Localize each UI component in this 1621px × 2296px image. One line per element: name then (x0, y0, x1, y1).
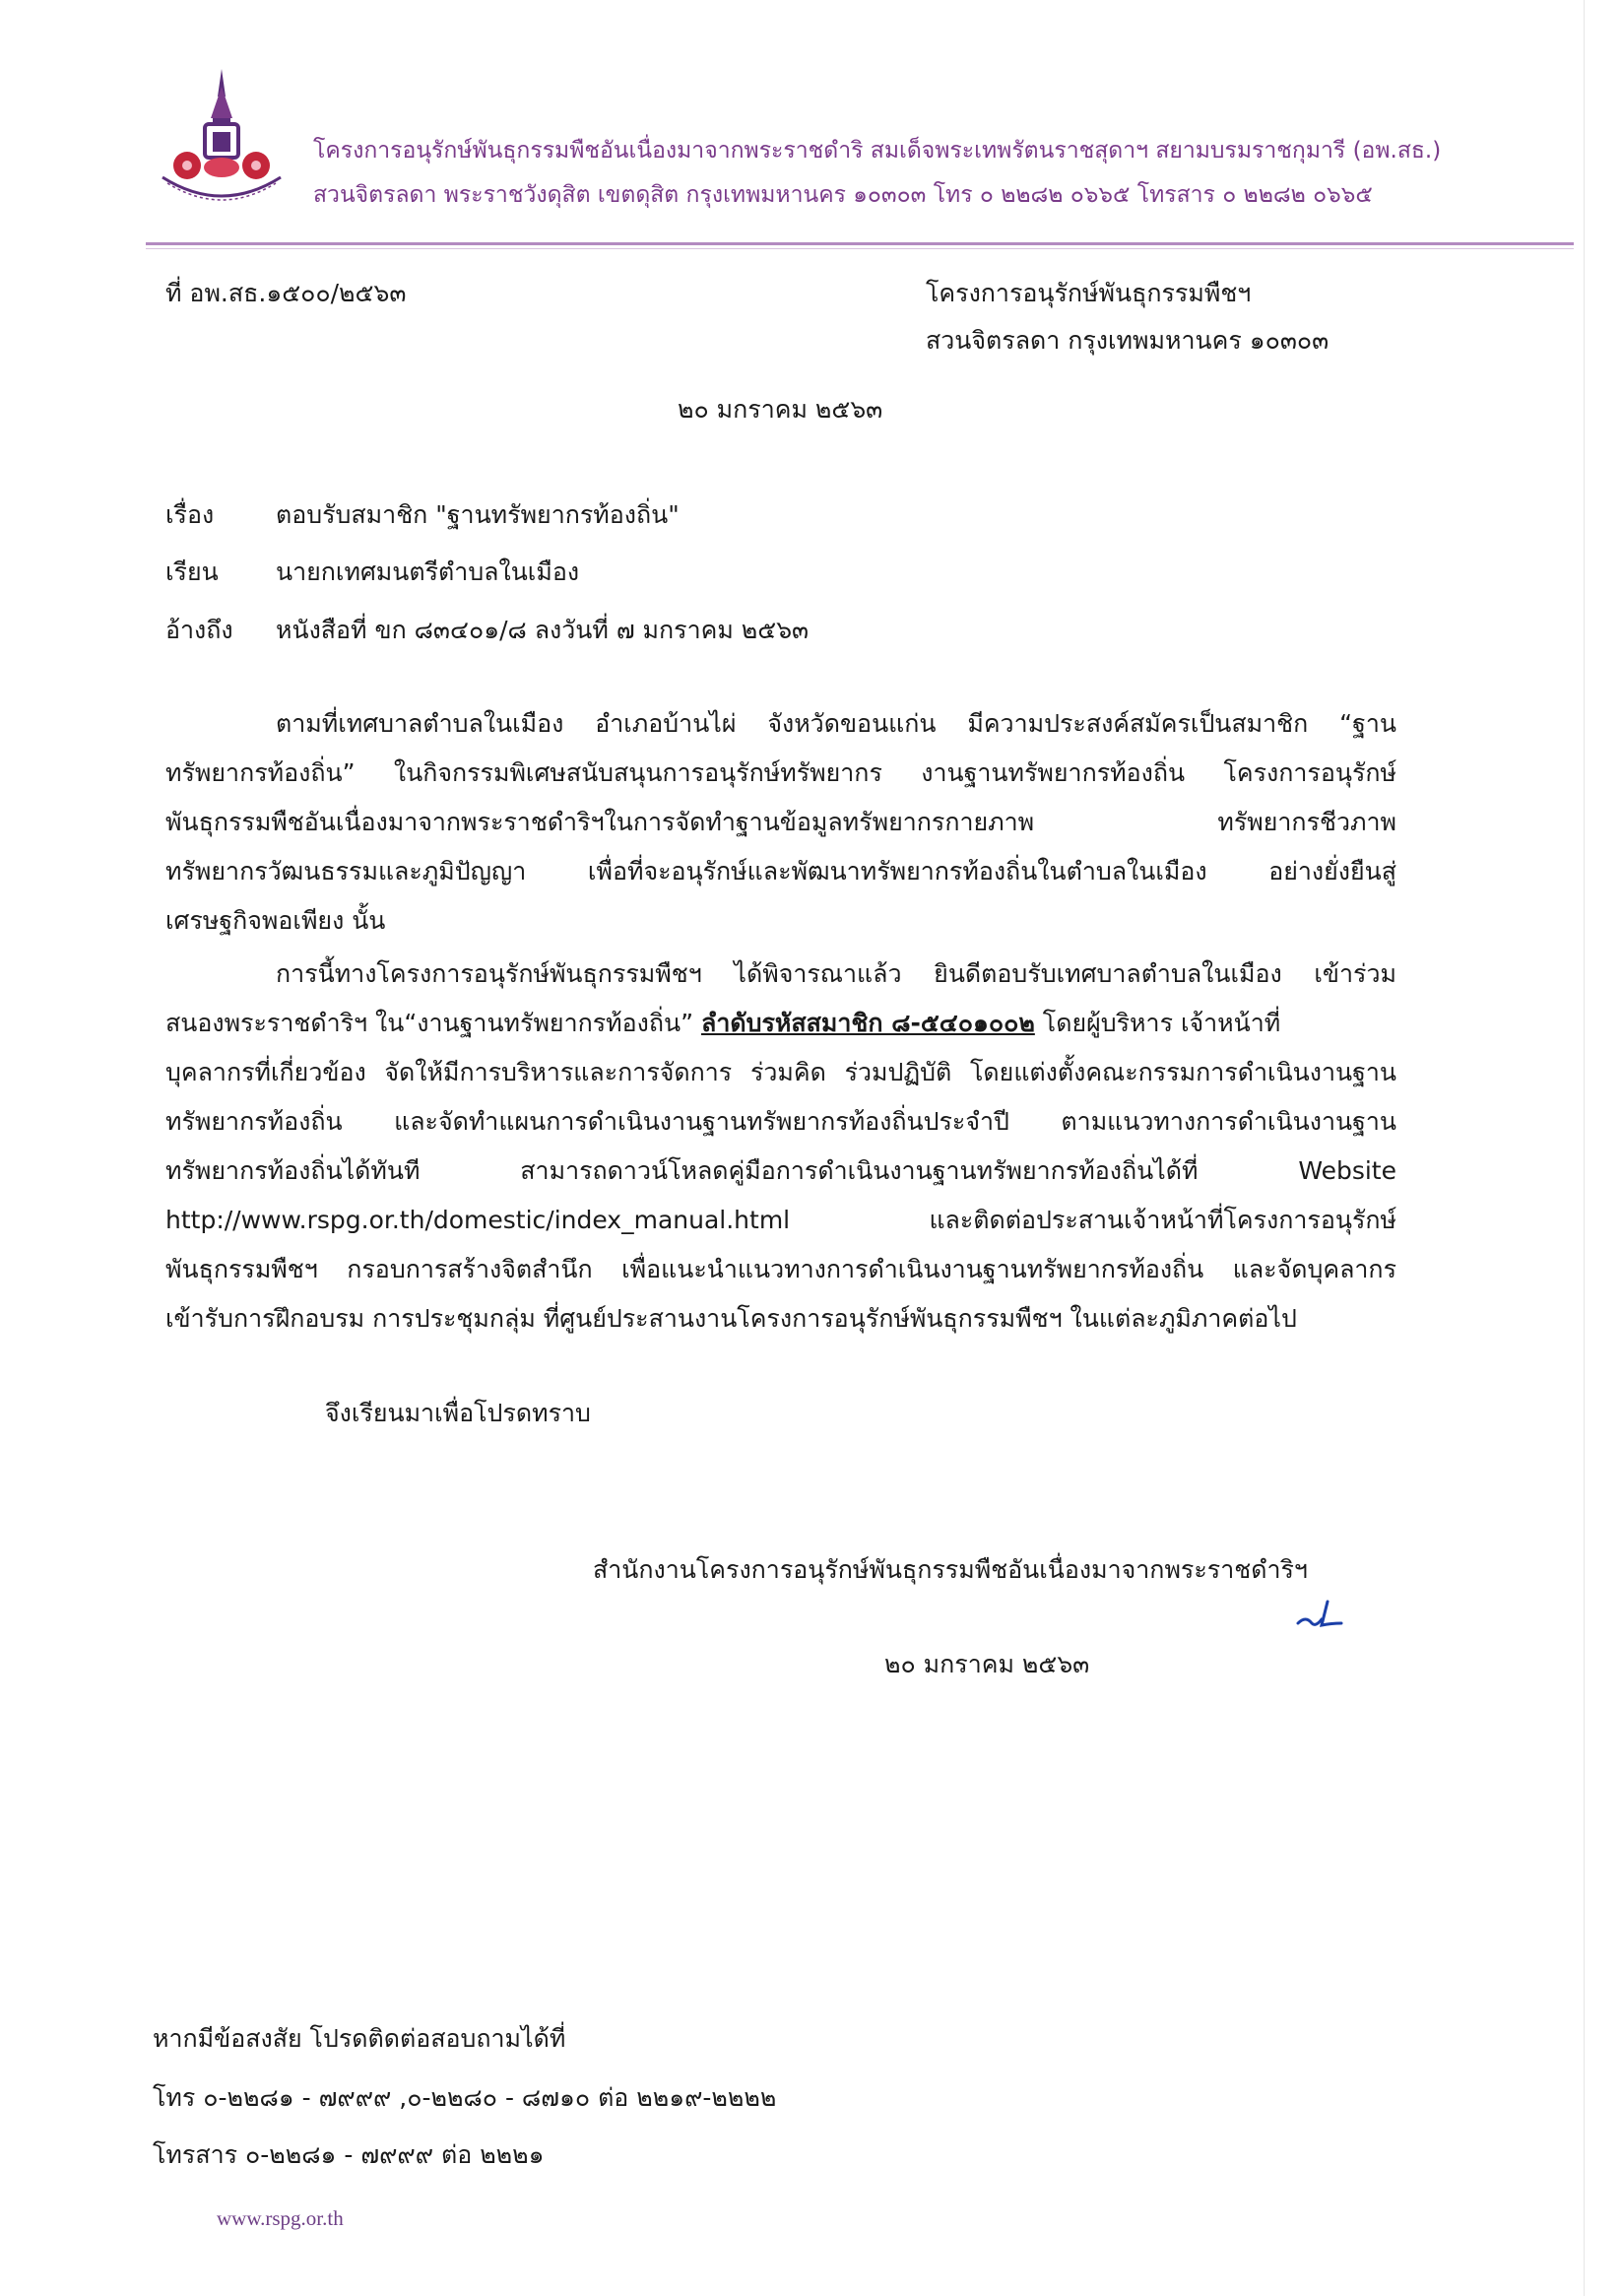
para2-line-member-prefix: สนองพระราชดำริฯ ใน“งานฐานทรัพยากรท้องถิ่น” (165, 1009, 701, 1037)
reference-number: ที่ อพ.สธ.๑๕๐๐/๒๕๖๓ (165, 279, 407, 307)
para2-line: ทรัพยากรท้องถิ่น และจัดทำแผนการดำเนินงานฐานทรัพยากรท้องถิ่นประจำปี ตามแนวทางการดำเนินงานฐาน (165, 1107, 1396, 1136)
para2-line: บุคลากรที่เกี่ยวข้อง จัดให้มีการบริหารและการจัดการ ร่วมคิด ร่วมปฏิบัติ โดยแต่งตั้งคณะกรรมการดำเนินงานฐาน (165, 1058, 1396, 1086)
subject-text: ตอบรับสมาชิก "ฐานทรัพยากรท้องถิ่น" (276, 500, 680, 529)
header-rule-thin (146, 248, 1574, 249)
subject-label: เรื่อง (165, 500, 215, 529)
reference-text: หนังสือที่ ขก ๘๓๔๐๑/๘ ลงวันที่ ๗ มกราคม ๒๕๖๓ (276, 616, 810, 644)
para1-line: ทรัพยากรวัฒนธรรมและภูมิปัญญา เพื่อที่จะอนุรักษ์และพัฒนาทรัพยากรท้องถิ่นในตำบลในเมือง อย่างยั่งยืนสู่ (165, 857, 1396, 886)
header-line-1: โครงการอนุรักษ์พันธุกรรมพืชอันเนื่องมาจากพระราชดำริ สมเด็จพระเทพรัตนราชสุดาฯ สยามบรมราชกุมารี (อพ.สธ.) (313, 138, 1442, 164)
header-rule (146, 242, 1574, 245)
recipient-label: เรียน (165, 558, 219, 586)
contact-intro: หากมีข้อสงสัย โปรดติดต่อสอบถามได้ที่ (153, 2024, 566, 2053)
page-edge-line (1584, 0, 1585, 2296)
para1-line: ตามที่เทศบาลตำบลในเมือง อำเภอบ้านไผ่ จังหวัดขอนแก่น มีความประสงค์สมัครเป็นสมาชิก “ฐาน (276, 709, 1396, 738)
para2-line-member (165, 1006, 1396, 1041)
contact-phone: โทร ๐-๒๒๘๑ - ๗๙๙๙ ,๐-๒๒๘๐ - ๘๗๑๐ ต่อ ๒๒๑๙-๒๒๒๒ (153, 2083, 777, 2112)
handwritten-signature (1278, 1594, 1367, 1633)
contact-fax: โทรสาร ๐-๒๒๘๑ - ๗๙๙๙ ต่อ ๒๒๒๑ (153, 2140, 545, 2169)
sender-address: สวนจิตรลดา กรุงเทพมหานคร ๑๐๓๐๓ (926, 326, 1329, 355)
para2-line: การนี้ทางโครงการอนุรักษ์พันธุกรรมพืชฯ ได้พิจารณาแล้ว ยินดีตอบรับเทศบาลตำบลในเมือง เข้าร่วม (276, 959, 1396, 988)
sender-name: โครงการอนุรักษ์พันธุกรรมพืชฯ (926, 279, 1252, 307)
website-link[interactable]: www.rspg.or.th (217, 2206, 344, 2230)
letter-date: ๒๐ มกราคม ๒๕๖๓ (678, 395, 883, 424)
para1-line: เศรษฐกิจพอเพียง นั้น (165, 906, 386, 935)
para1-line: พันธุกรรมพืชอันเนื่องมาจากพระราชดำริฯในการจัดทำฐานข้อมูลทรัพยากรกายภาพ ทรัพยากรชีวภาพ (165, 808, 1396, 836)
signatory-organization: สำนักงานโครงการอนุรักษ์พันธุกรรมพืชอันเนื่องมาจากพระราชดำริฯ (593, 1555, 1308, 1584)
closing-text: จึงเรียนมาเพื่อโปรดทราบ (325, 1399, 591, 1427)
para2-line-member-suffix: โดยผู้บริหาร เจ้าหน้าที่ (1034, 1009, 1281, 1037)
recipient-text: นายกเทศมนตรีตำบลในเมือง (276, 558, 580, 586)
para2-line: ทรัพยากรท้องถิ่นได้ทันที สามารถดาวน์โหลดคู่มือการดำเนินงานฐานทรัพยากรท้องถิ่นได้ที่ Website (165, 1156, 1396, 1185)
para1-line: ทรัพยากรท้องถิ่น” ในกิจกรรมพิเศษสนับสนุนการอนุรักษ์ทรัพยากร งานฐานทรัพยากรท้องถิ่น โครงการอนุรักษ์ (165, 758, 1396, 787)
header-line-2: สวนจิตรลดา พระราชวังดุสิต เขตดุสิต กรุงเทพมหานคร ๑๐๓๐๓ โทร ๐ ๒๒๘๒ ๐๖๖๕ โทรสาร ๐ ๒๒๘๒ ๐๖๖๕ (313, 182, 1373, 208)
para2-line: เข้ารับการฝึกอบรม การประชุมกลุ่ม ที่ศูนย์ประสานงานโครงการอนุรักษ์พันธุกรรมพืชฯ ในแต่ละภูมิภาคต่อไป (165, 1304, 1297, 1333)
para2-line-url: http://www.rspg.or.th/domestic/index_manual.html และติดต่อประสานเจ้าหน้าที่โครงการอนุรักษ์ (165, 1206, 1396, 1234)
member-code: ลำดับรหัสสมาชิก ๘-๕๔๐๑๐๐๒ (701, 1009, 1035, 1037)
para2-line: พันธุกรรมพืชฯ กรอบการสร้างจิตสำนึก เพื่อแนะนำแนวทางการดำเนินงานฐานทรัพยากรท้องถิ่น และจัดบุคลากร (165, 1255, 1396, 1283)
rspg-emblem-logo (148, 67, 295, 215)
signature-date: ๒๐ มกราคม ๒๕๖๓ (884, 1650, 1090, 1678)
reference-label: อ้างถึง (165, 616, 233, 644)
